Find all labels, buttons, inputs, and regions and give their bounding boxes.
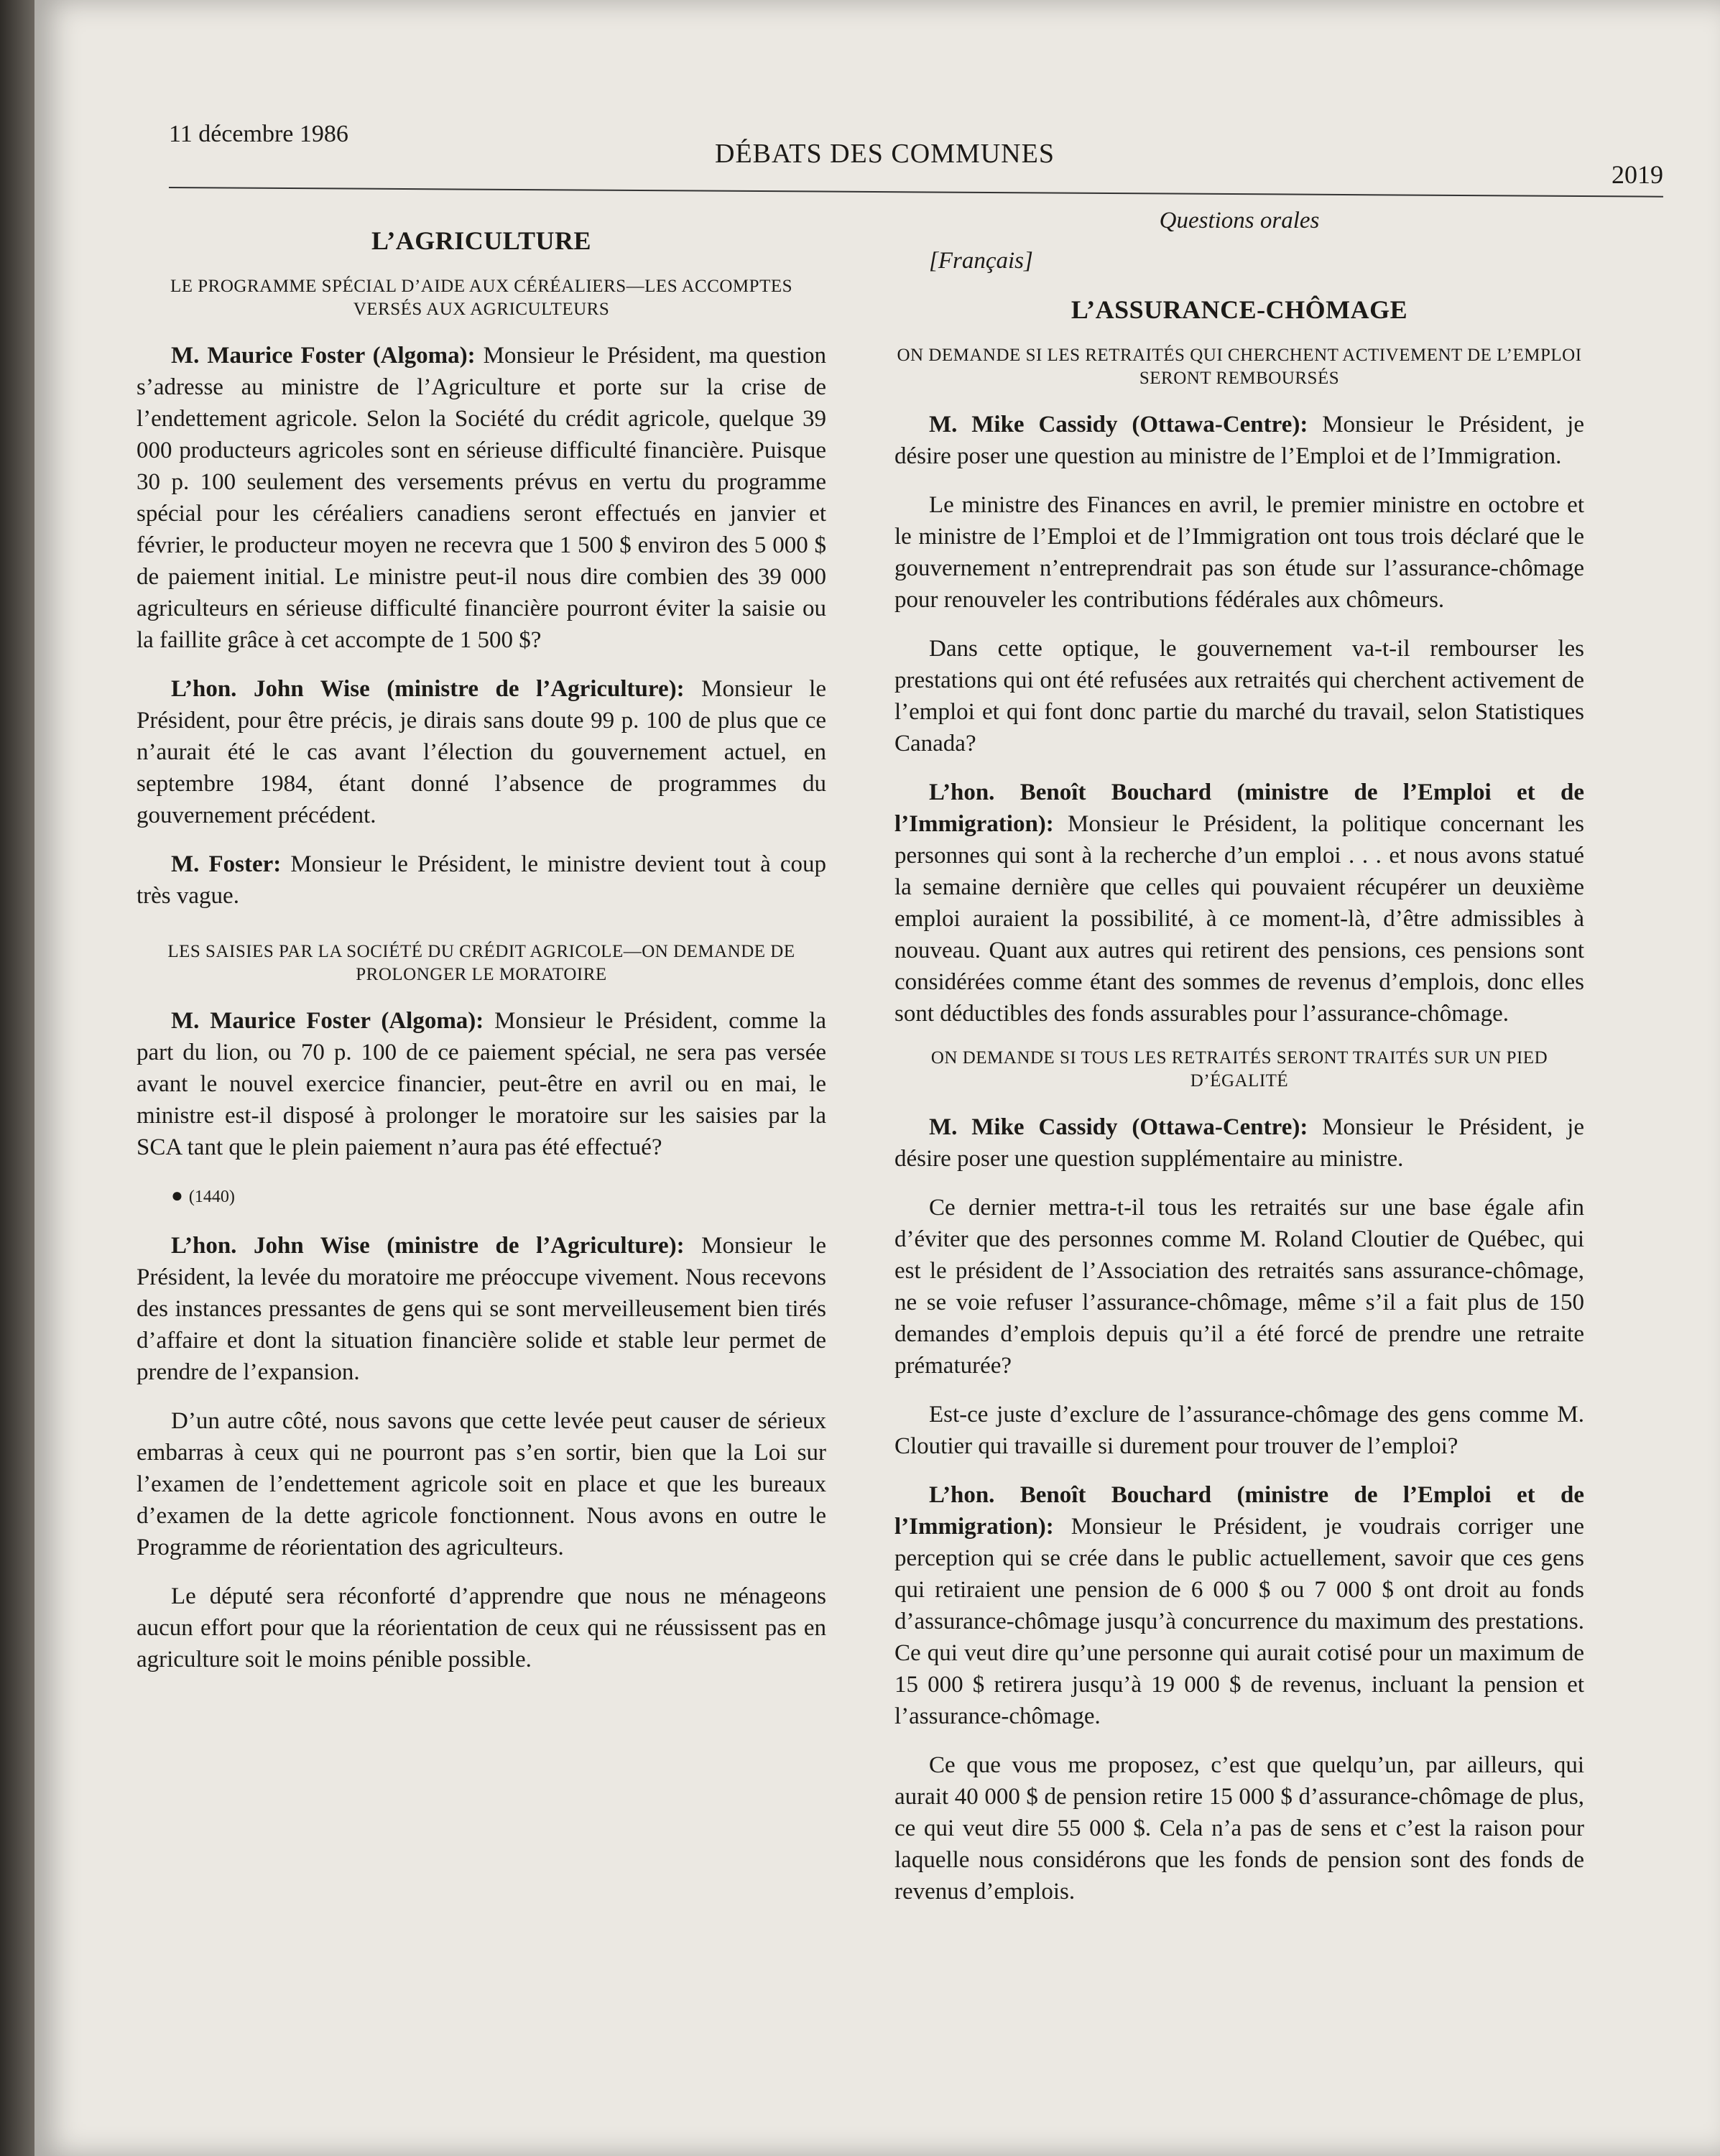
speech-text: Monsieur le Président, ma question s’adresse au ministre de l’Agriculture et porte sur la crise de l’endettement agricole. Selon la Société du crédit agricole, quelque 39 000 producteurs agricoles sont en sérieuse difficulté financière. Puisque 30 p. 100 seulement des versements prévus en vertu du programme spécial pour les céréaliers canadiens seront effectués en janvier et février, le producteur moyen ne recevra que 1 500 $ environ des 5 000 $ de paiement initial. Le ministre peut-il nous dire combien des 39 000 agriculteurs en sérieuse difficulté financière pourront éviter la saisie ou la faillite grâce à cet accompte de 1 500 $?: [137, 343, 826, 653]
subheading-equal-treatment: ON DEMANDE SI TOUS LES RETRAITÉS SERONT TRAITÉS SUR UN PIED D’ÉGALITÉ: [930, 1048, 1548, 1091]
paragraph: [137, 848, 826, 912]
paragraph: [894, 1479, 1584, 1732]
paragraph: [894, 409, 1584, 472]
speech-text: Monsieur le Président, la levée du moratoire me préoccupe vivement. Nous recevons des instances pressantes de gens qui se sont merveilleusement bien tirés d’affaire et dont la situation financière solide et stable leur permet de prendre de l’expansion.: [137, 1233, 826, 1385]
bullet-icon: ●: [171, 1185, 183, 1207]
header-date: 11 décembre 1986: [169, 121, 348, 147]
speech-text: Monsieur le Président, pour être précis, je dirais sans doute 99 p. 100 de plus que ce n’aurait été le cas avant l’élection du gouvernement actuel, en septembre 1984, étant donné l’absence de programmes du gouvernement précédent.: [137, 676, 826, 828]
paragraph: Le député sera réconforté d’apprendre que nous ne ménageons aucun effort pour que la réorientation de ceux qui ne réussissent pas en agriculture soit le moins pénible possible.: [137, 1583, 826, 1672]
speech-text: Monsieur le Président, je voudrais corriger une perception qui se crée dans le public actuellement, savoir que ces gens qui retiraient une pension de 6 000 $ ou 7 000 $ ont droit au fonds d’assurance-chômage jusqu’à concurrence du maximum des prestations. Ce qui veut dire qu’une personne qui aurait cotisé pour un maximum de 15 000 $ retirera jusqu’à 19 000 $ de revenus, incluant la pension et l’assurance-chômage.: [894, 1514, 1584, 1729]
section-title-unemployment-insurance: L’ASSURANCE-CHÔMAGE: [1071, 295, 1408, 324]
paragraph: [894, 777, 1584, 1030]
paragraph: Le ministre des Finances en avril, le premier ministre en octobre et le ministre de l’Emploi et de l’Immigration ont tous trois déclaré que le gouvernement n’entreprendrait pas son étude sur l’assurance-chômage pour renouveler les contributions fédérales aux chômeurs.: [894, 492, 1584, 613]
header-page-number: 2019: [1612, 160, 1663, 189]
subheading-foreclosures: LES SAISIES PAR LA SOCIÉTÉ DU CRÉDIT AGRICOLE—ON DEMANDE DE PROLONGER LE MORATOIRE: [167, 942, 795, 984]
speech-text: Monsieur le Président, le ministre devient tout à coup très vague.: [137, 851, 826, 909]
speaker-name: M. Mike Cassidy (Ottawa-Centre):: [929, 412, 1308, 438]
time-marker-text: (1440): [188, 1188, 235, 1206]
book-spine-shadow: [0, 0, 34, 2156]
section-title-agriculture: L’AGRICULTURE: [371, 226, 591, 255]
right-column: [894, 205, 1584, 2116]
speaker-name: L’hon. Benoît Bouchard (ministre de l’Emploi et de l’Immigration):: [894, 1482, 1584, 1540]
speech-text: Monsieur le Président, la politique concernant les personnes qui sont à la recherche d’un emploi . . . et nous avons statué la semaine dernière que celles qui pouvaient récupérer un deuxième emploi auraient la possibilité, à ce moment-là, d’être admissibles à nouveau. Quant aux autres qui retirent des pensions, ces pensions sont considérées comme étant des sommes de revenus d’emplois, donc elles sont déductibles des fonds assurables pour l’assurance-chômage.: [894, 811, 1584, 1027]
time-marker: [137, 1180, 826, 1213]
language-tag: [Français]: [929, 248, 1033, 274]
speech-text: Monsieur le Président, je désire poser une question supplémentaire au ministre.: [894, 1114, 1584, 1172]
paragraph: D’un autre côté, nous savons que cette levée peut causer de sérieux embarras à ceux qui ne pourront pas s’en sortir, bien que la Loi sur l’examen de l’endettement agricole soit en place et que les bureaux d’examen de la dette agricole fonctionnent. Nous avons en outre le Programme de réorientation des agriculteurs.: [137, 1408, 826, 1560]
running-head: Questions orales: [1159, 208, 1320, 233]
paragraph: [137, 1005, 826, 1163]
left-column: [137, 205, 826, 2116]
paragraph: Dans cette optique, le gouvernement va-t-il rembourser les prestations qui ont été refusées aux retraités qui cherchent activement de l’emploi et qui font donc partie du marché du travail, selon Statistiques Canada?: [894, 636, 1584, 757]
header-journal-title: DÉBATS DES COMMUNES: [715, 139, 1055, 169]
speaker-name: L’hon. John Wise (ministre de l’Agriculture):: [171, 1233, 685, 1259]
subheading-retirees-reimbursed: ON DEMANDE SI LES RETRAITÉS QUI CHERCHENT ACTIVEMENT DE L’EMPLOI SERONT REMBOURSÉS: [897, 346, 1582, 388]
page-header: [169, 115, 1663, 189]
subheading-cereal-program: LE PROGRAMME SPÉCIAL D’AIDE AUX CÉRÉALIERS—LES ACCOMPTES VERSÉS AUX AGRICULTEURS: [170, 277, 793, 319]
paragraph: [137, 1230, 826, 1388]
speaker-name: M. Maurice Foster (Algoma):: [171, 1008, 484, 1034]
paragraph: [137, 673, 826, 831]
speech-text: Monsieur le Président, comme la part du lion, ou 70 p. 100 de ce paiement spécial, ne sera pas versée avant le nouvel exercice financier, peut-être en avril ou en mai, le ministre est-il disposé à prolonger le moratoire sur les saisies par la SCA tant que le plein paiement n’aura pas été effectué?: [137, 1008, 826, 1160]
paragraph: Est-ce juste d’exclure de l’assurance-chômage des gens comme M. Cloutier qui travaille si durement pour trouver de l’emploi?: [894, 1402, 1584, 1459]
speech-text: Monsieur le Président, je désire poser une question au ministre de l’Emploi et de l’Immigration.: [894, 412, 1584, 469]
speaker-name: M. Maurice Foster (Algoma):: [171, 343, 476, 369]
paragraph: Ce dernier mettra-t-il tous les retraités sur une base égale afin d’éviter que des personnes comme M. Roland Cloutier de Québec, qui est le président de l’Association des retraités sans assurance-chômage, ne se voie refuser l’assurance-chômage, même s’il a fait plus de 150 demandes d’emplois depuis qu’il a été forcé de prendre une retraite prématurée?: [894, 1195, 1584, 1379]
speaker-name: L’hon. Benoît Bouchard (ministre de l’Emploi et de l’Immigration):: [894, 779, 1584, 837]
speaker-name: M. Mike Cassidy (Ottawa-Centre):: [929, 1114, 1308, 1140]
speaker-name: M. Foster:: [171, 851, 282, 877]
paragraph: [137, 340, 826, 656]
paragraph: Ce que vous me proposez, c’est que quelqu’un, par ailleurs, qui aurait 40 000 $ de pension retire 15 000 $ d’assurance-chômage de plus, ce qui veut dire 55 000 $. Cela n’a pas de sens et c’est la raison pour laquelle nous considérons que les fonds de pension sont des fonds de revenus d’emplois.: [894, 1752, 1584, 1905]
paragraph: [894, 1111, 1584, 1175]
speaker-name: L’hon. John Wise (ministre de l’Agriculture):: [171, 676, 685, 702]
